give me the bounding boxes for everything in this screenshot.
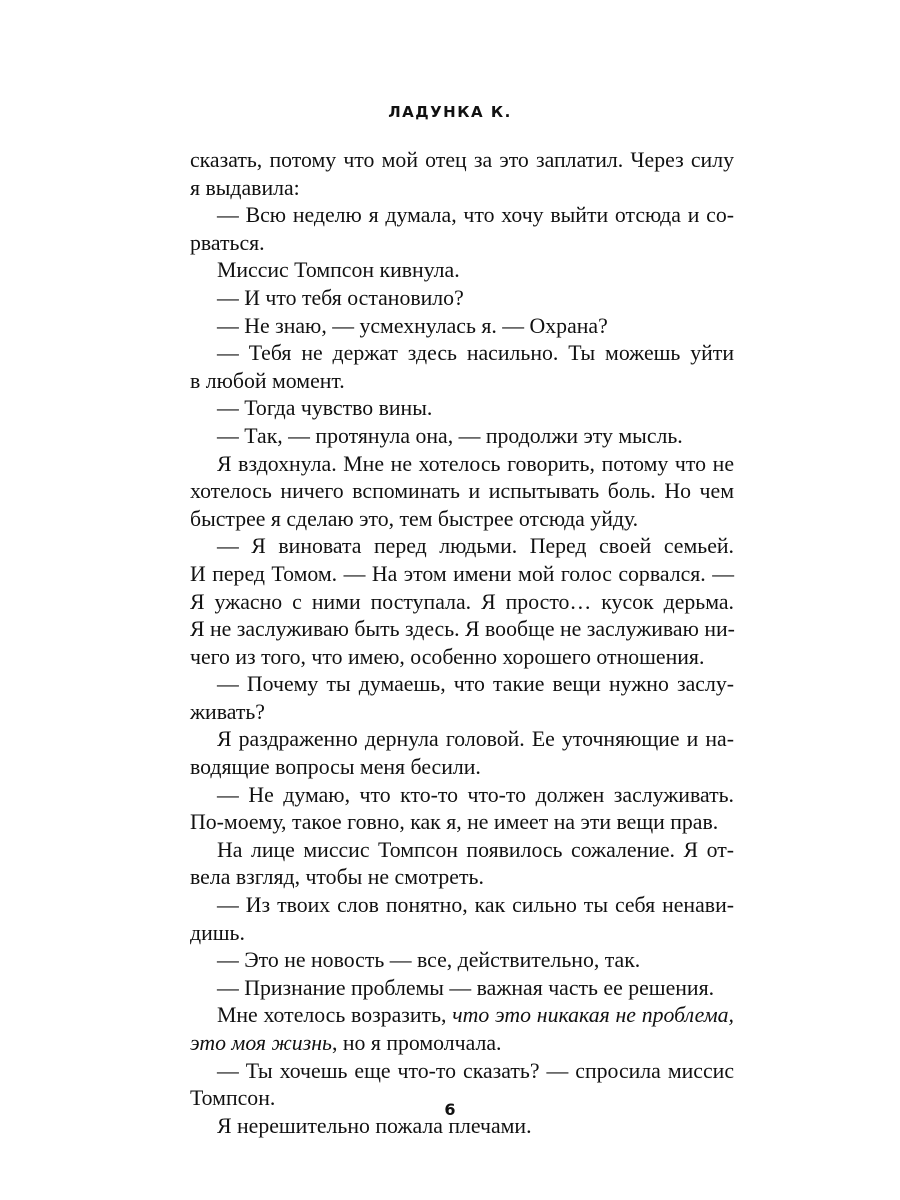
text-line	[190, 782, 734, 810]
text-line	[190, 202, 734, 230]
text-line	[190, 175, 734, 203]
text-run: Я ужасно с ними поступала. Я просто… кусок дерьма.	[190, 589, 734, 614]
text-run: Томпсон.	[190, 1086, 276, 1111]
text-line	[190, 285, 734, 313]
text-line	[190, 616, 734, 644]
text-line	[190, 726, 734, 754]
text-line	[190, 395, 734, 423]
text-run: дишь.	[190, 920, 245, 945]
text-line	[190, 423, 734, 451]
text-run: — Почему ты думаешь, что такие вещи нужно заслу-	[217, 672, 734, 697]
italic-run: что это никакая не проблема,	[452, 1003, 735, 1028]
text-run: Я нерешительно пожала плечами.	[217, 1113, 532, 1138]
text-line	[190, 975, 734, 1003]
text-run: По-моему, такое говно, как я, не имеет на эти вещи прав.	[190, 810, 719, 835]
text-run: И перед Томом. — На этом имени мой голос сорвался. —	[190, 561, 734, 586]
text-line	[190, 147, 734, 175]
text-line	[190, 313, 734, 341]
text-run: — Из твоих слов понятно, как сильно ты себя ненави-	[217, 893, 734, 918]
text-run: быстрее я сделаю это, тем быстрее отсюда уйду.	[190, 506, 639, 531]
text-line	[190, 1058, 734, 1086]
text-run: вела взгляд, чтобы не смотреть.	[190, 865, 484, 890]
text-run: Я раздраженно дернула головой. Ее уточняющие и на-	[217, 727, 734, 752]
text-line	[190, 644, 734, 672]
text-run: Мне хотелось возразить,	[217, 1003, 453, 1028]
text-run: — Это не новость — все, действительно, так.	[217, 948, 641, 973]
text-run: — И что тебя остановило?	[217, 285, 464, 310]
text-line	[190, 561, 734, 589]
text-run: — Признание проблемы — важная часть ее решения.	[217, 975, 715, 1000]
text-line	[190, 506, 734, 534]
text-run: — Не думаю, что кто-то что-то должен заслуживать.	[217, 782, 734, 807]
text-run: сказать, потому что мой отец за это заплатил. Через силу	[190, 148, 734, 172]
text-line	[190, 451, 734, 479]
text-run: чего из того, что имею, особенно хорошего отношения.	[190, 644, 705, 669]
text-run: — Я виновата перед людьми. Перед своей семьей.	[217, 534, 734, 559]
text-run: живать?	[190, 699, 265, 724]
text-run: — Тогда чувство вины.	[217, 396, 433, 421]
text-line	[190, 533, 734, 561]
text-line	[190, 671, 734, 699]
text-line	[190, 947, 734, 975]
text-run: рваться.	[190, 230, 265, 255]
text-run: Я вздохнула. Мне не хотелось говорить, потому что не	[217, 451, 734, 476]
text-line	[190, 257, 734, 285]
text-run: На лице миссис Томпсон появилось сожаление. Я от-	[217, 837, 734, 862]
text-line	[190, 340, 734, 368]
text-line	[190, 368, 734, 396]
text-line	[190, 864, 734, 892]
text-line	[190, 1002, 734, 1030]
text-line	[190, 837, 734, 865]
text-run: водящие вопросы меня бесили.	[190, 755, 481, 780]
text-line	[190, 754, 734, 782]
text-line	[190, 892, 734, 920]
text-run: , но я промолчала.	[331, 1031, 502, 1055]
text-run: хотелось ничего вспоминать и испытывать боль. Но чем	[190, 479, 734, 504]
text-line	[190, 699, 734, 727]
text-line	[190, 478, 734, 506]
text-line	[190, 589, 734, 617]
text-run: я выдавила:	[190, 175, 300, 200]
text-run: в любой момент.	[190, 368, 345, 393]
text-run: — Не знаю, — усмехнулась я. — Охрана?	[217, 313, 608, 338]
text-line	[190, 1030, 734, 1058]
text-run: — Ты хочешь еще что-то сказать? — спросила миссис	[217, 1058, 734, 1083]
text-run: — Всю неделю я думала, что хочу выйти отсюда и со-	[217, 203, 734, 228]
text-run: — Так, — протянула она, — продолжи эту мысль.	[217, 423, 683, 448]
text-line	[190, 230, 734, 258]
text-run: Я не заслуживаю быть здесь. Я вообще не заслуживаю ни-	[190, 617, 735, 642]
italic-run: это моя жизнь	[190, 1031, 332, 1055]
body-text	[190, 147, 734, 1140]
text-line	[190, 809, 734, 837]
text-line	[190, 920, 734, 948]
text-run: — Тебя не держат здесь насильно. Ты можешь уйти	[217, 341, 734, 366]
running-head: ЛАДУНКА К.	[388, 103, 512, 121]
text-run: Миссис Томпсон кивнула.	[217, 258, 460, 283]
page-number: 6	[444, 1100, 456, 1119]
